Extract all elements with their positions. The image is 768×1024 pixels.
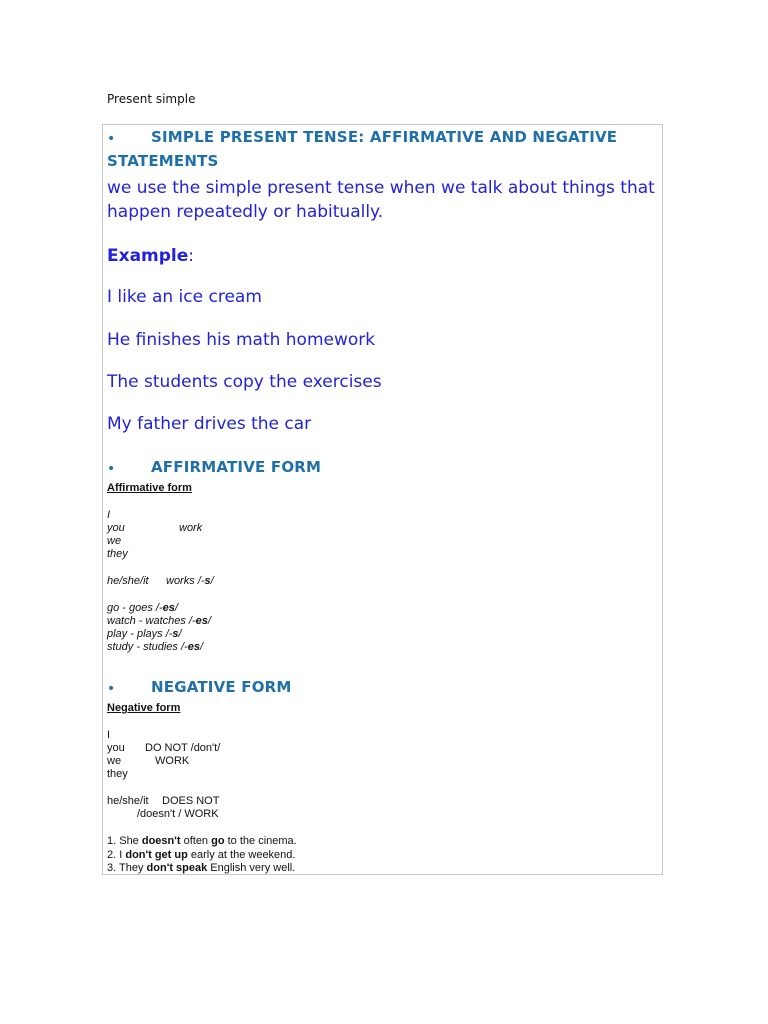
pronoun-we: we [107,535,122,547]
negative-example [107,835,297,847]
pronoun-they: they [107,548,128,560]
sentence-middle: often [180,835,212,847]
spelling-end: / [178,628,182,640]
sentence-bold: don't speak [146,862,208,874]
example-heading [107,246,194,266]
spelling-end: / [174,602,178,614]
spelling-rule [107,641,203,653]
sentence-bold: don't get up [125,849,188,861]
spelling-rule [107,628,182,640]
main-heading-line1: SIMPLE PRESENT TENSE: AFFIRMATIVE AND NEGATIVE [151,128,618,146]
spelling-ending: s [172,628,179,640]
sentence-start: 1. She [107,835,142,847]
spelling-prefix: study - studies /- [107,641,188,653]
sentence-start: 3. They [107,862,147,874]
example-sentence: I like an ice cream [107,287,262,307]
spelling-prefix: go - goes /- [107,602,163,614]
neg-pronoun-you: you [107,742,125,754]
neg-third-person: he/she/it [107,795,149,807]
example-sentence: My father drives the car [107,414,312,434]
spelling-ending: es [162,602,175,614]
example-sentence: He finishes his math homework [107,330,376,350]
sentence-start: 2. I [107,849,126,861]
pronoun-i: I [107,509,111,521]
negative-heading: NEGATIVE FORM [151,678,292,696]
sentence-bold: go [211,835,225,847]
works-prefix: works /- [166,575,205,587]
spelling-rule [107,615,211,627]
example-label: Example [107,246,189,266]
negative-example [107,862,295,874]
sentence-end: to the cinema. [224,835,297,847]
intro-line2: happen repeatedly or habitually. [107,202,384,222]
negative-example [107,849,295,861]
spelling-ending: es [187,641,200,653]
spelling-end: / [207,615,211,627]
bullet-negative: • [107,681,116,697]
neg-work: WORK [155,755,190,767]
spelling-ending: es [195,615,208,627]
main-heading-line2: STATEMENTS [107,152,219,170]
affirmative-heading: AFFIRMATIVE FORM [151,458,322,476]
intro-line1: we use the simple present tense when we talk about things that [107,178,655,198]
affirmative-subheading: Affirmative form [107,482,192,494]
bullet-affirmative: • [107,461,116,477]
document-title: Present simple [107,92,196,106]
spelling-end: / [199,641,204,653]
sentence-bold: doesn't [141,835,181,847]
pronoun-you: you [107,522,125,534]
third-person: he/she/it [107,575,149,587]
sentence-end: early at the weekend. [187,849,296,861]
spelling-prefix: play - plays /- [107,628,173,640]
example-colon: : [188,246,195,266]
sentence-end: English very well. [207,862,296,874]
spelling-prefix: watch - watches /- [107,615,196,627]
do-not: DO NOT /don't/ [145,742,221,754]
works-suffix: s [204,575,211,587]
does-not: DOES NOT [162,795,220,807]
neg-pronoun-i: I [107,729,111,741]
works-end: / [210,575,214,587]
neg-pronoun-they: they [107,768,128,780]
bullet-main: • [107,131,116,147]
neg-pronoun-we: we [107,755,122,767]
doesnt-work: /doesn't / WORK [137,808,219,820]
verb-work: work [179,522,203,534]
negative-subheading: Negative form [107,702,181,714]
example-sentence: The students copy the exercises [107,372,382,392]
spelling-rule [107,602,178,614]
verb-works [166,575,214,587]
